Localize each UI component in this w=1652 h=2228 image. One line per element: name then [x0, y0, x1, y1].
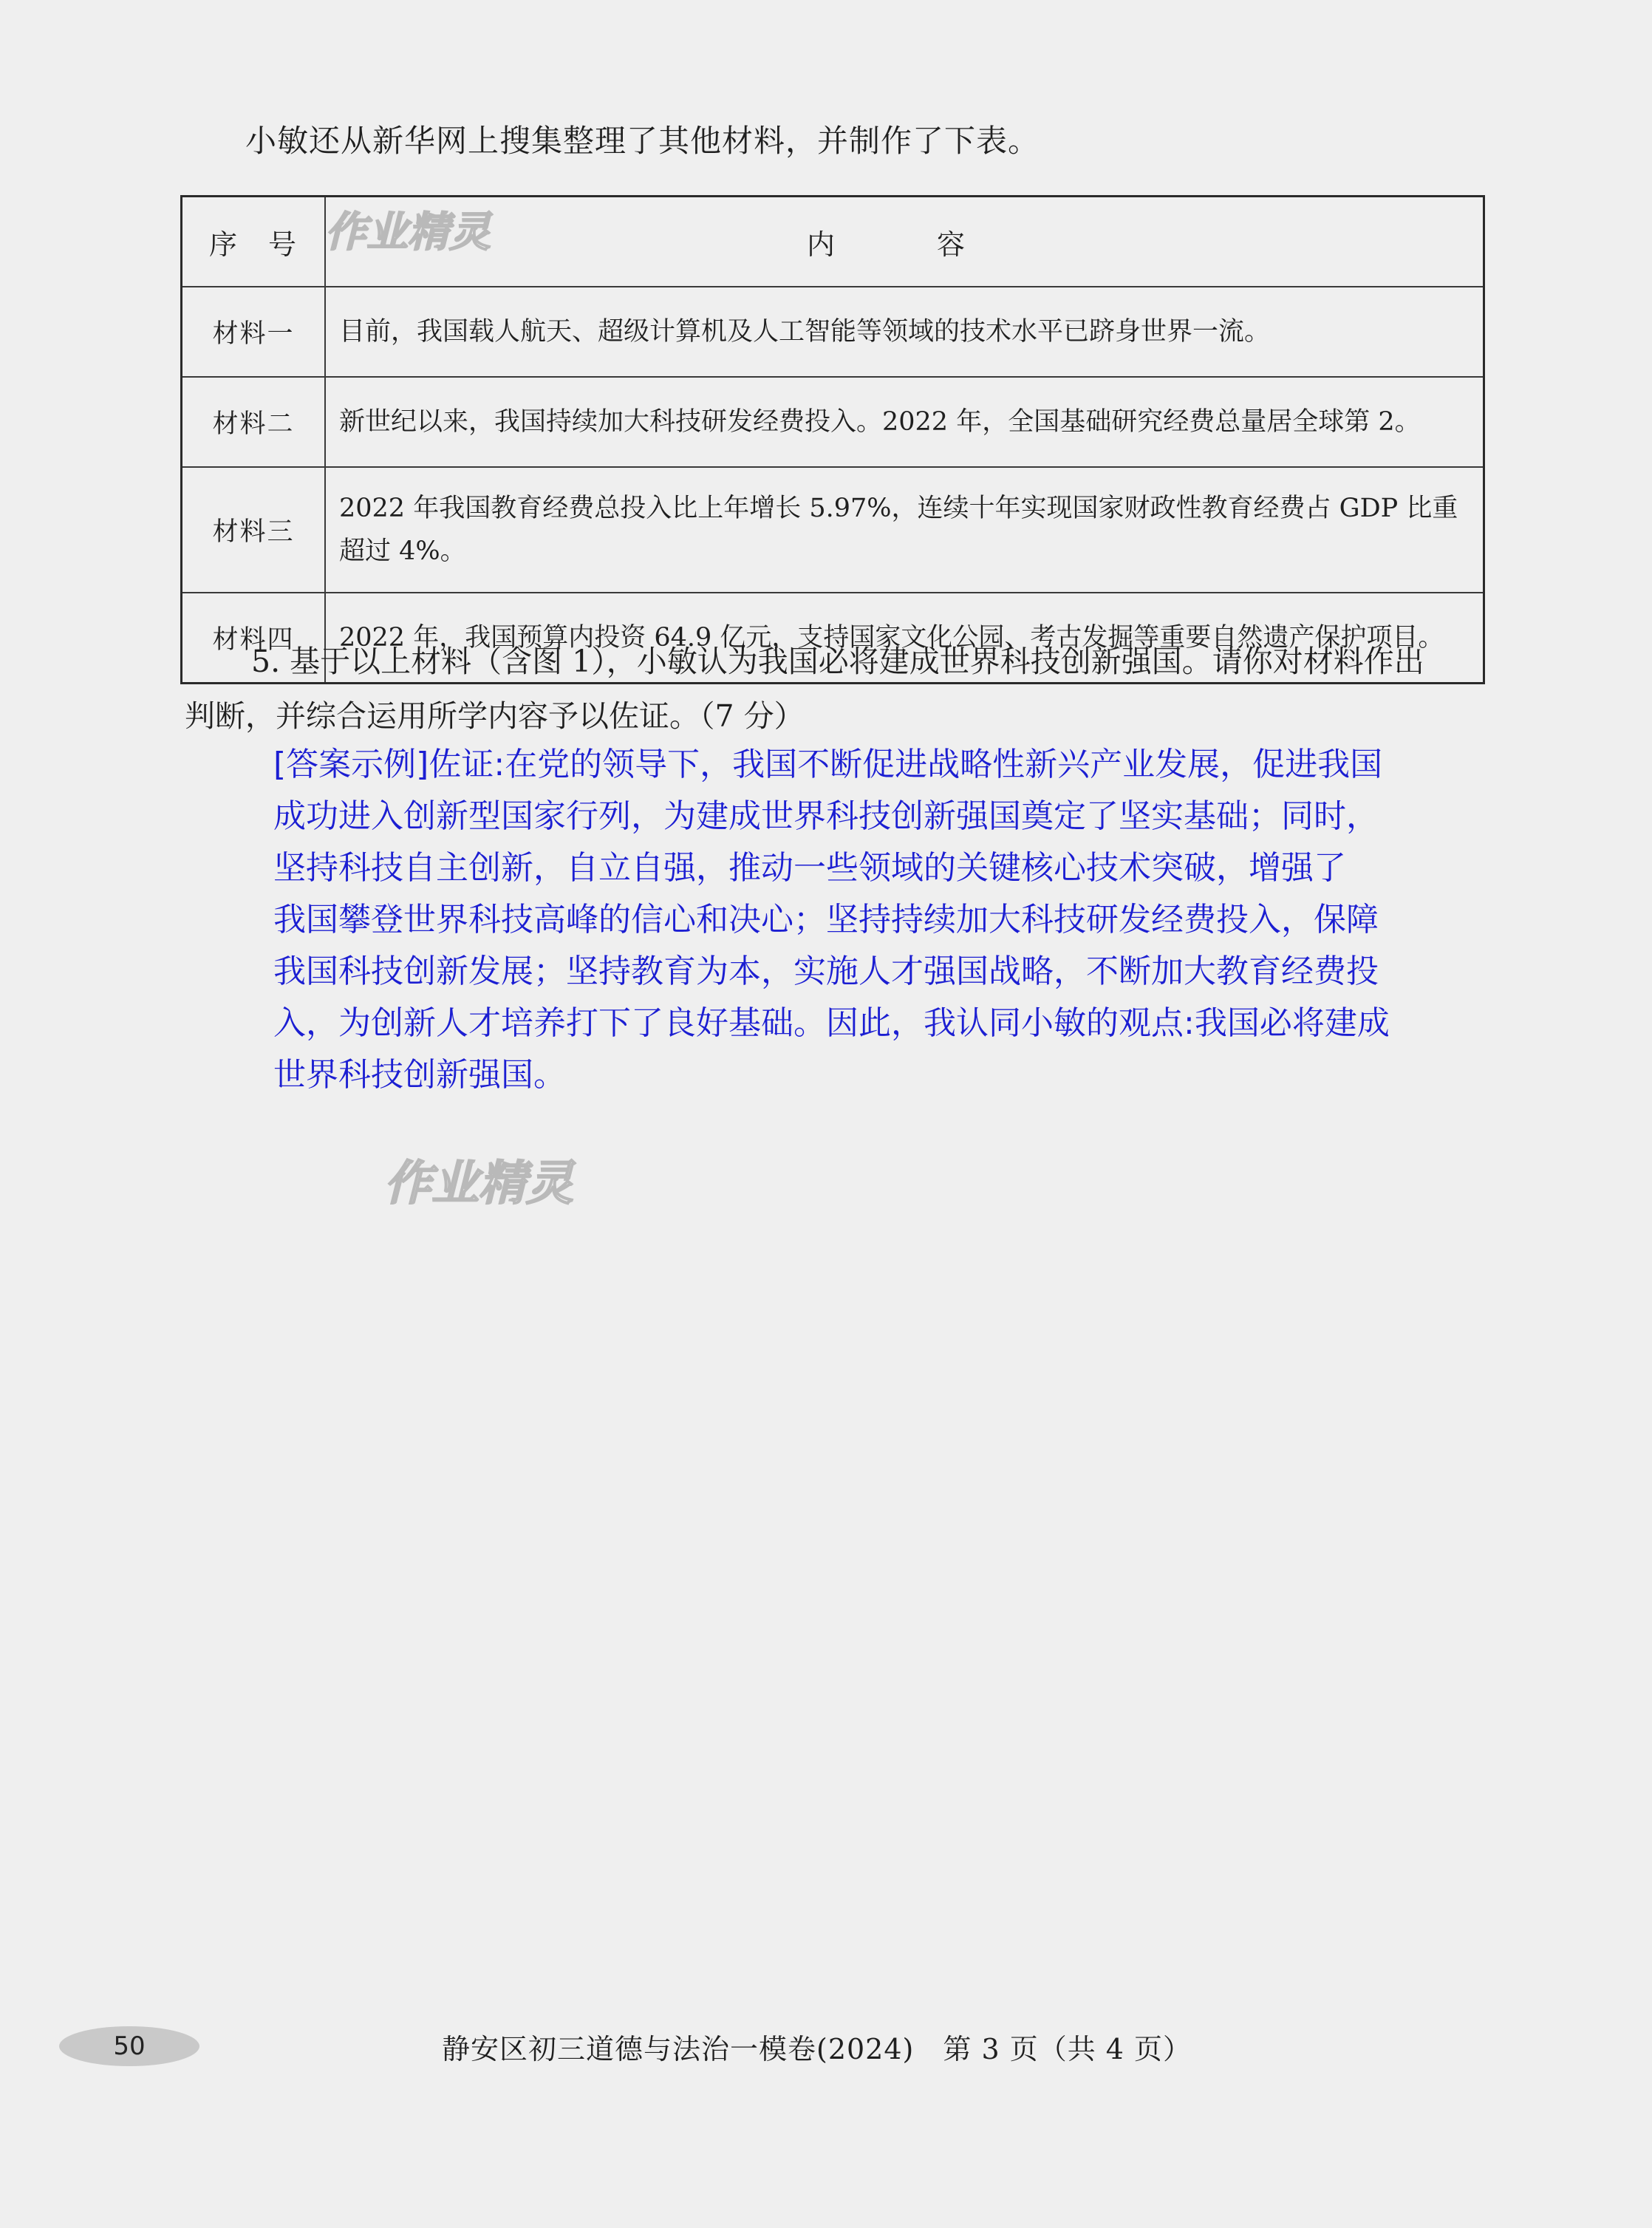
row-label: 材料三 — [182, 467, 326, 593]
row-content: 2022 年我国教育经费总投入比上年增长 5.97%，连续十年实现国家财政性教育经费占 GDP 比重超过 4%。 — [325, 467, 1484, 593]
table-row — [182, 467, 1484, 593]
watermark: 作业精灵 — [384, 1156, 573, 1211]
question-5 — [185, 634, 1492, 743]
answer-line: 入，为创新人才培养打下了良好基础。因此，我认同小敏的观点:我国必将建成 — [273, 1004, 1390, 1042]
answer-line: 坚持科技自主创新，自立自强，推动一些领域的关键核心技术突破，增强了 — [273, 849, 1346, 887]
row-label: 材料四 — [182, 593, 326, 684]
question-line: 5. 基于以上材料（含图 1），小敏认为我国必将建成世界科技创新强国。请你对材料作出 — [251, 644, 1424, 679]
row-content: 新世纪以来，我国持续加大科技研发经费投入。2022 年，全国基础研究经费总量居全球第 2。 — [325, 377, 1484, 467]
row-content: 2022 年，我国预算内投资 64.9 亿元，支持国家文化公园、考古发掘等重要自然遗产保护项目。 — [325, 593, 1484, 684]
answer-line: 我国攀登世界科技高峰的信心和决心；坚持持续加大科技研发经费投入，保障 — [273, 901, 1379, 938]
answer-line: 我国科技创新发展；坚持教育为本，实施人才强国战略，不断加大教育经费投 — [273, 953, 1379, 990]
page-footer: 静安区初三道德与法治一模卷(2024) 第 3 页（共 4 页） — [442, 2033, 1192, 2065]
row-label: 材料二 — [182, 377, 326, 467]
row-label: 材料一 — [182, 287, 326, 377]
answer-line: [答案示例]佐证:在党的领导下，我国不断促进战略性新兴产业发展，促进我国 — [273, 746, 1383, 783]
table-row — [182, 287, 1484, 377]
intro-text: 小敏还从新华网上搜集整理了其他材料，并制作了下表。 — [245, 123, 1040, 159]
header-number: 序 号 — [182, 197, 326, 287]
question-line: 判断，并综合运用所学内容予以佐证。（7 分） — [185, 698, 805, 734]
watermark: 作业精灵 — [325, 208, 491, 256]
table-header-row — [182, 197, 1484, 287]
answer-line: 成功进入创新型国家行列，为建成世界科技创新强国奠定了坚实基础；同时， — [273, 797, 1379, 835]
answer-example — [273, 739, 1492, 1101]
answer-line: 世界科技创新强国。 — [273, 1056, 566, 1094]
page-number-badge — [59, 2026, 199, 2066]
row-content: 目前，我国载人航天、超级计算机及人工智能等领域的技术水平已跻身世界一流。 — [325, 287, 1484, 377]
table-row — [182, 377, 1484, 467]
header-content: 内 容 — [325, 197, 1484, 287]
materials-table — [180, 195, 1485, 684]
page-number: 50 — [113, 2031, 146, 2061]
